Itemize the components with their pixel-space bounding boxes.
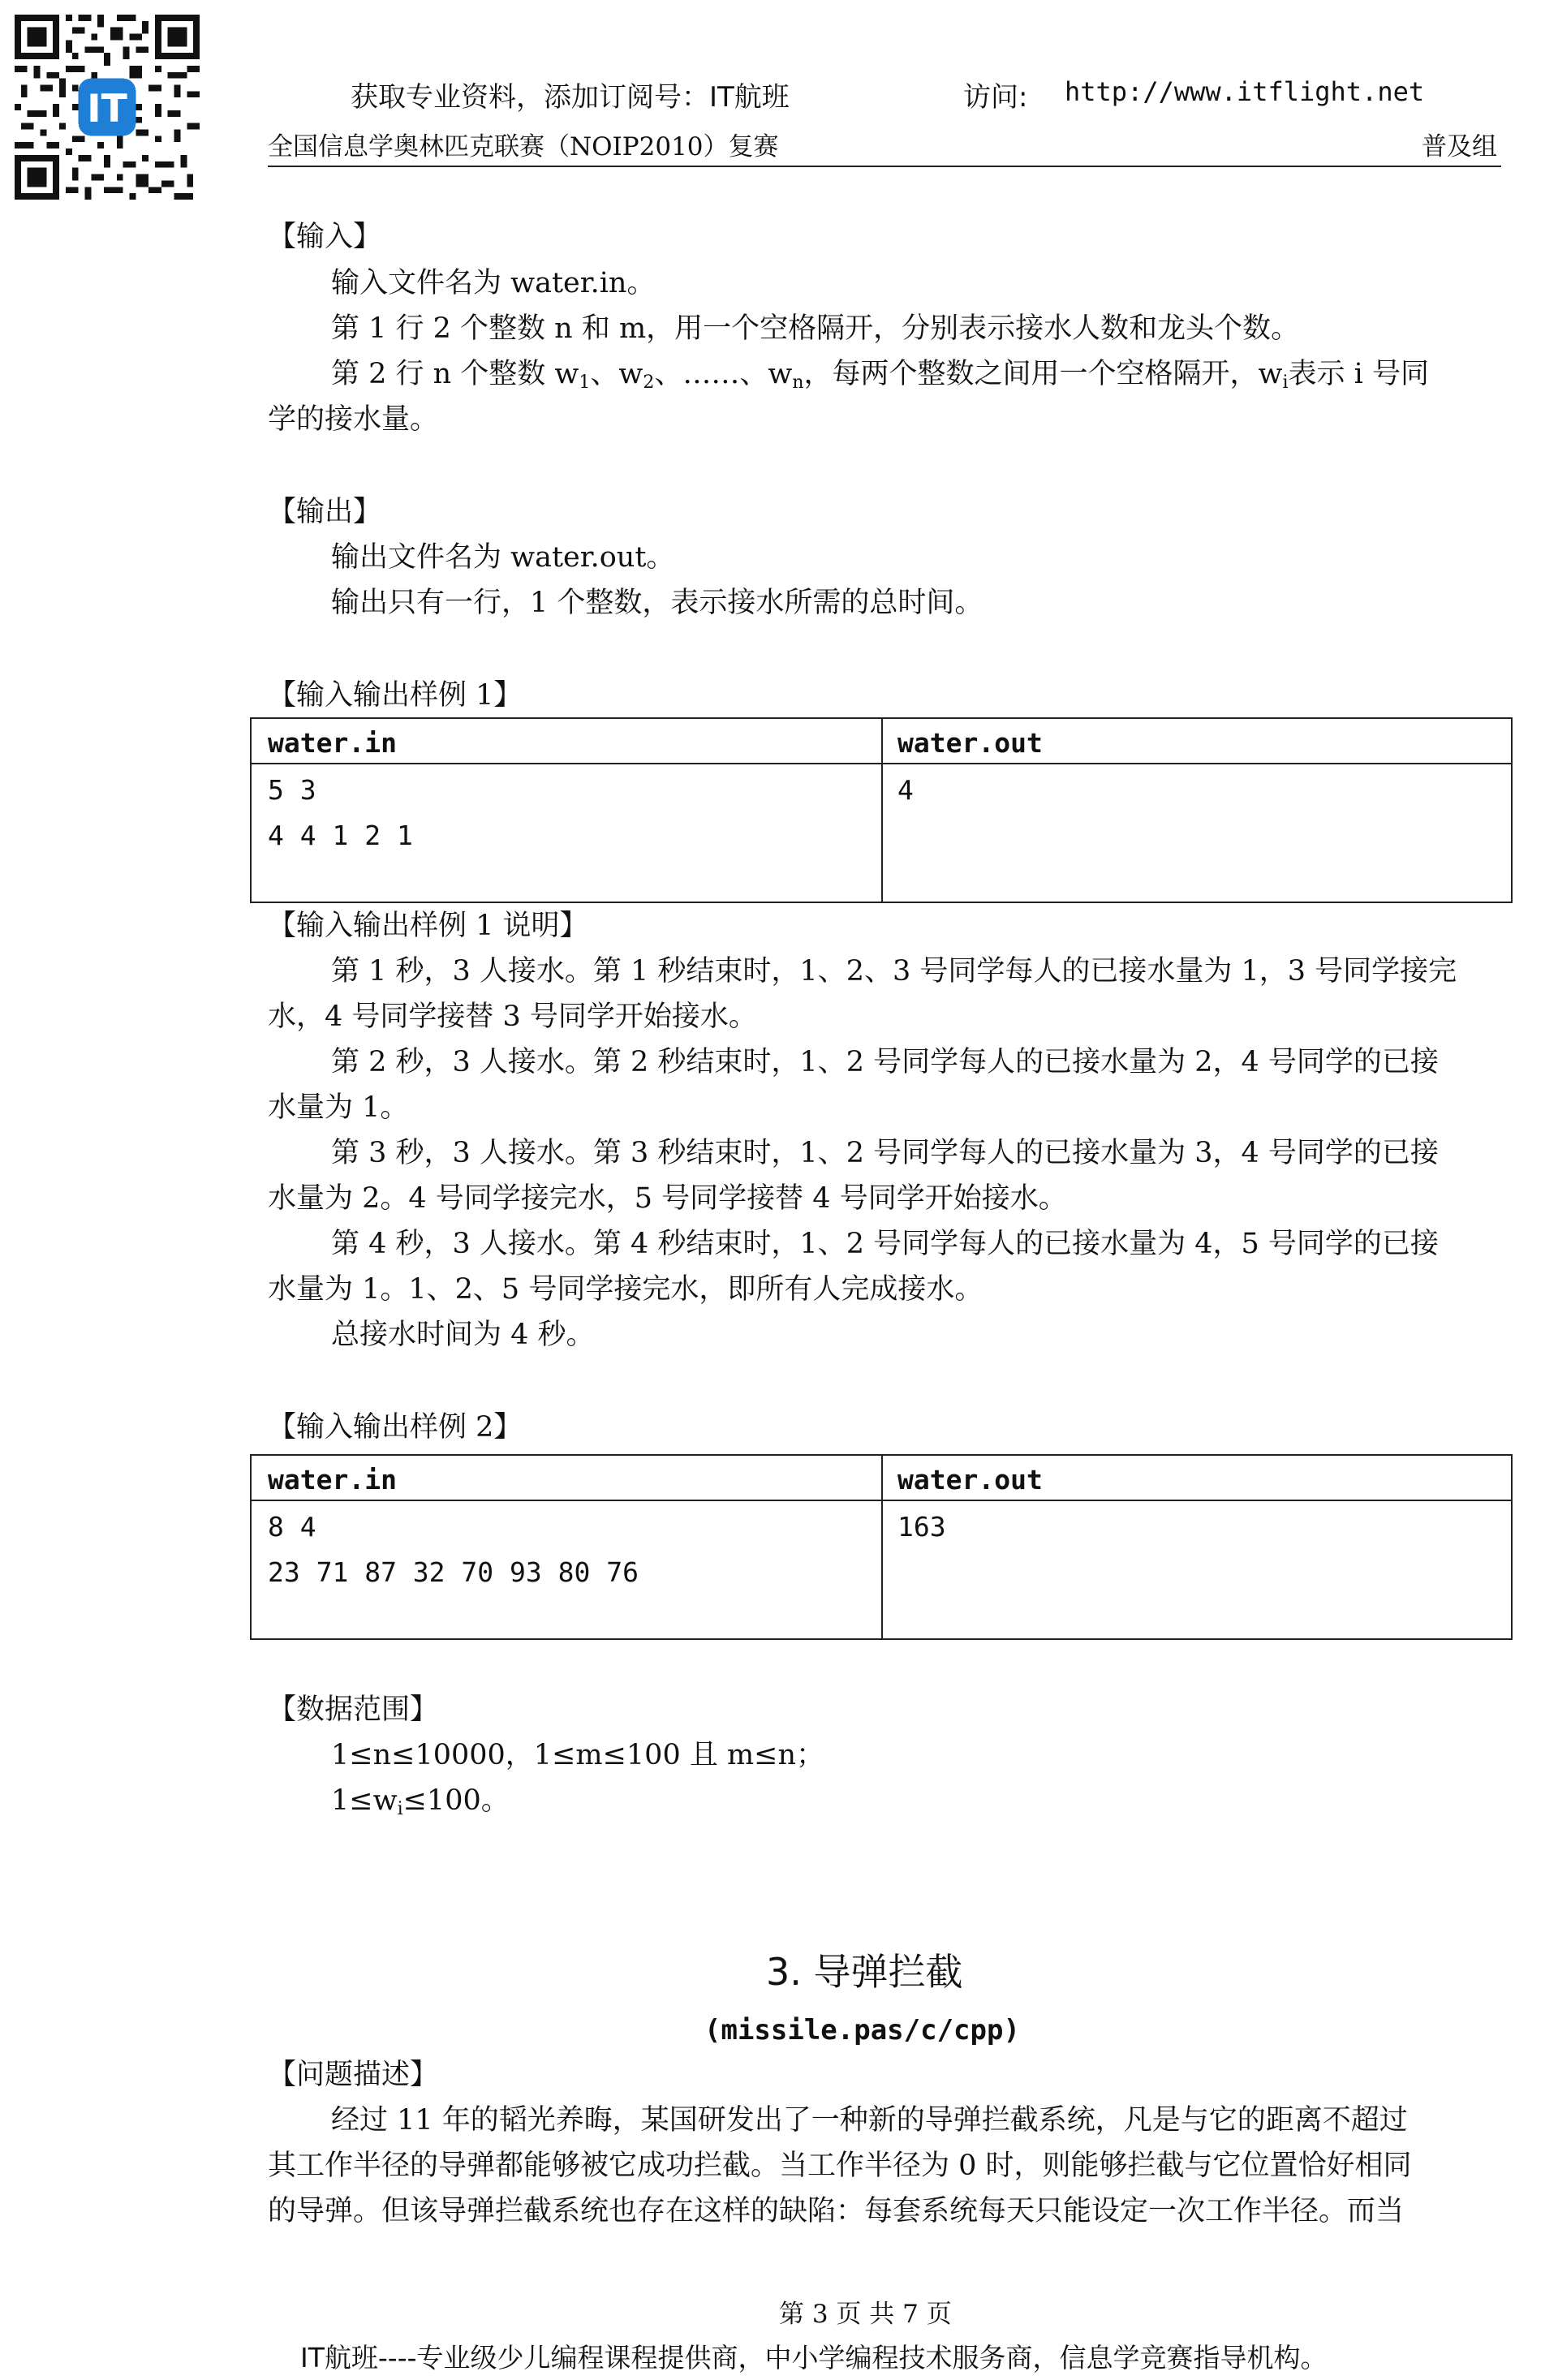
explain-line: 总接水时间为 4 秒。 bbox=[331, 1319, 595, 1351]
output-line-2: 输出只有一行，1 个整数，表示接水所需的总时间。 bbox=[331, 587, 983, 619]
sample2-table bbox=[250, 1454, 1513, 1640]
sample1-table bbox=[250, 717, 1513, 903]
problem3-title: 3. 导弹拦截 bbox=[766, 1950, 963, 1994]
explain-line: 第 4 秒，3 人接水。第 4 秒结束时，1、2 号同学每人的已接水量为 4，5 号同学的已接 bbox=[331, 1228, 1439, 1260]
promo-subscribe: 获取专业资料，添加订阅号：IT航班 bbox=[351, 81, 790, 114]
data-range-heading: 【数据范围】 bbox=[268, 1694, 439, 1726]
output-heading: 【输出】 bbox=[268, 496, 382, 528]
problem3-file: (missile.pas/c/cpp) bbox=[704, 2014, 1020, 2046]
output-line-1: 输出文件名为 water.out。 bbox=[331, 541, 675, 574]
col-out-header: water.out bbox=[897, 1464, 1043, 1496]
sample1-in-line-1: 5 3 bbox=[268, 774, 316, 806]
qr-code bbox=[15, 15, 200, 200]
header-rule bbox=[268, 166, 1501, 167]
explain-line: 水量为 1。 bbox=[268, 1091, 409, 1124]
col-out-header: water.out bbox=[897, 727, 1043, 759]
data-range-line-1: 1≤n≤10000，1≤m≤100 且 m≤n； bbox=[331, 1739, 825, 1771]
footer-tagline: IT航班----专业级少儿编程课程提供商，中小学编程技术服务商，信息学竞赛指导机构。 bbox=[300, 2342, 1328, 2374]
table-column-rule bbox=[881, 1456, 883, 1638]
sample1-in-line-2: 4 4 1 2 1 bbox=[268, 820, 413, 851]
sample2-out-line-1: 163 bbox=[897, 1511, 946, 1543]
explain-line: 水量为 2。4 号同学接完水，5 号同学接替 4 号同学开始接水。 bbox=[268, 1182, 1067, 1215]
promo-visit-label: 访问: bbox=[963, 81, 1028, 114]
input-line-1: 输入文件名为 water.in。 bbox=[331, 267, 656, 299]
problem3-line: 的导弹。但该导弹拦截系统也存在这样的缺陷：每套系统每天只能设定一次工作半径。而当 bbox=[268, 2195, 1405, 2227]
sample1-out-line-1: 4 bbox=[897, 774, 914, 806]
contest-title: 全国信息学奥林匹克联赛（NOIP2010）复赛 bbox=[268, 132, 779, 161]
qr-logo-text: IT bbox=[87, 87, 127, 132]
col-in-header: water.in bbox=[268, 727, 397, 759]
problem3-desc-heading: 【问题描述】 bbox=[268, 2059, 439, 2091]
sample2-in-line-2: 23 71 87 32 70 93 80 76 bbox=[268, 1556, 639, 1588]
promo-url[interactable]: http://www.itflight.net bbox=[1065, 76, 1425, 107]
problem3-line: 其工作半径的导弹都能够被它成功拦截。当工作半径为 0 时，则能够拦截与它位置恰好相同 bbox=[268, 2150, 1412, 2182]
explain-line: 第 3 秒，3 人接水。第 3 秒结束时，1、2 号同学每人的已接水量为 3，4 号同学的已接 bbox=[331, 1137, 1439, 1169]
sample2-heading: 【输入输出样例 2】 bbox=[268, 1411, 523, 1444]
problem3-line: 经过 11 年的韬光养晦，某国研发出了一种新的导弹拦截系统，凡是与它的距离不超过 bbox=[331, 2104, 1408, 2137]
explain-line: 水，4 号同学接替 3 号同学开始接水。 bbox=[268, 1001, 757, 1033]
table-column-rule bbox=[881, 719, 883, 902]
data-range-line-2: $1\le w_i\le 100$。 bbox=[331, 1784, 510, 1819]
col-in-header: water.in bbox=[268, 1464, 397, 1496]
explain-line: 第 1 秒，3 人接水。第 1 秒结束时，1、2、3 号同学每人的已接水量为 1，3 号同学接完 bbox=[331, 955, 1457, 988]
sample1-heading: 【输入输出样例 1】 bbox=[268, 679, 523, 712]
input-line-2: 第 1 行 2 个整数 n 和 m，用一个空格隔开，分别表示接水人数和龙头个数。 bbox=[331, 312, 1300, 345]
sample2-in-line-1: 8 4 bbox=[268, 1511, 316, 1543]
input-line-4: 学的接水量。 bbox=[268, 403, 439, 436]
explain-line: 水量为 1。1、2、5 号同学接完水，即所有人完成接水。 bbox=[268, 1273, 983, 1306]
explain-line: 第 2 秒，3 人接水。第 2 秒结束时，1、2 号同学每人的已接水量为 2，4 号同学的已接 bbox=[331, 1046, 1439, 1078]
sample1-explain-heading: 【输入输出样例 1 说明】 bbox=[268, 910, 588, 942]
page-number: 第 3 页 共 7 页 bbox=[779, 2300, 952, 2329]
group-label: 普及组 bbox=[1422, 132, 1497, 161]
input-heading: 【输入】 bbox=[268, 221, 382, 253]
input-line-3: 第 2 行 n 个整数 $w_1$、$w_2$、……、$w_n$，每两个整数之间用一个空格隔开，$w_i$表示 i 号同 bbox=[331, 358, 1429, 393]
